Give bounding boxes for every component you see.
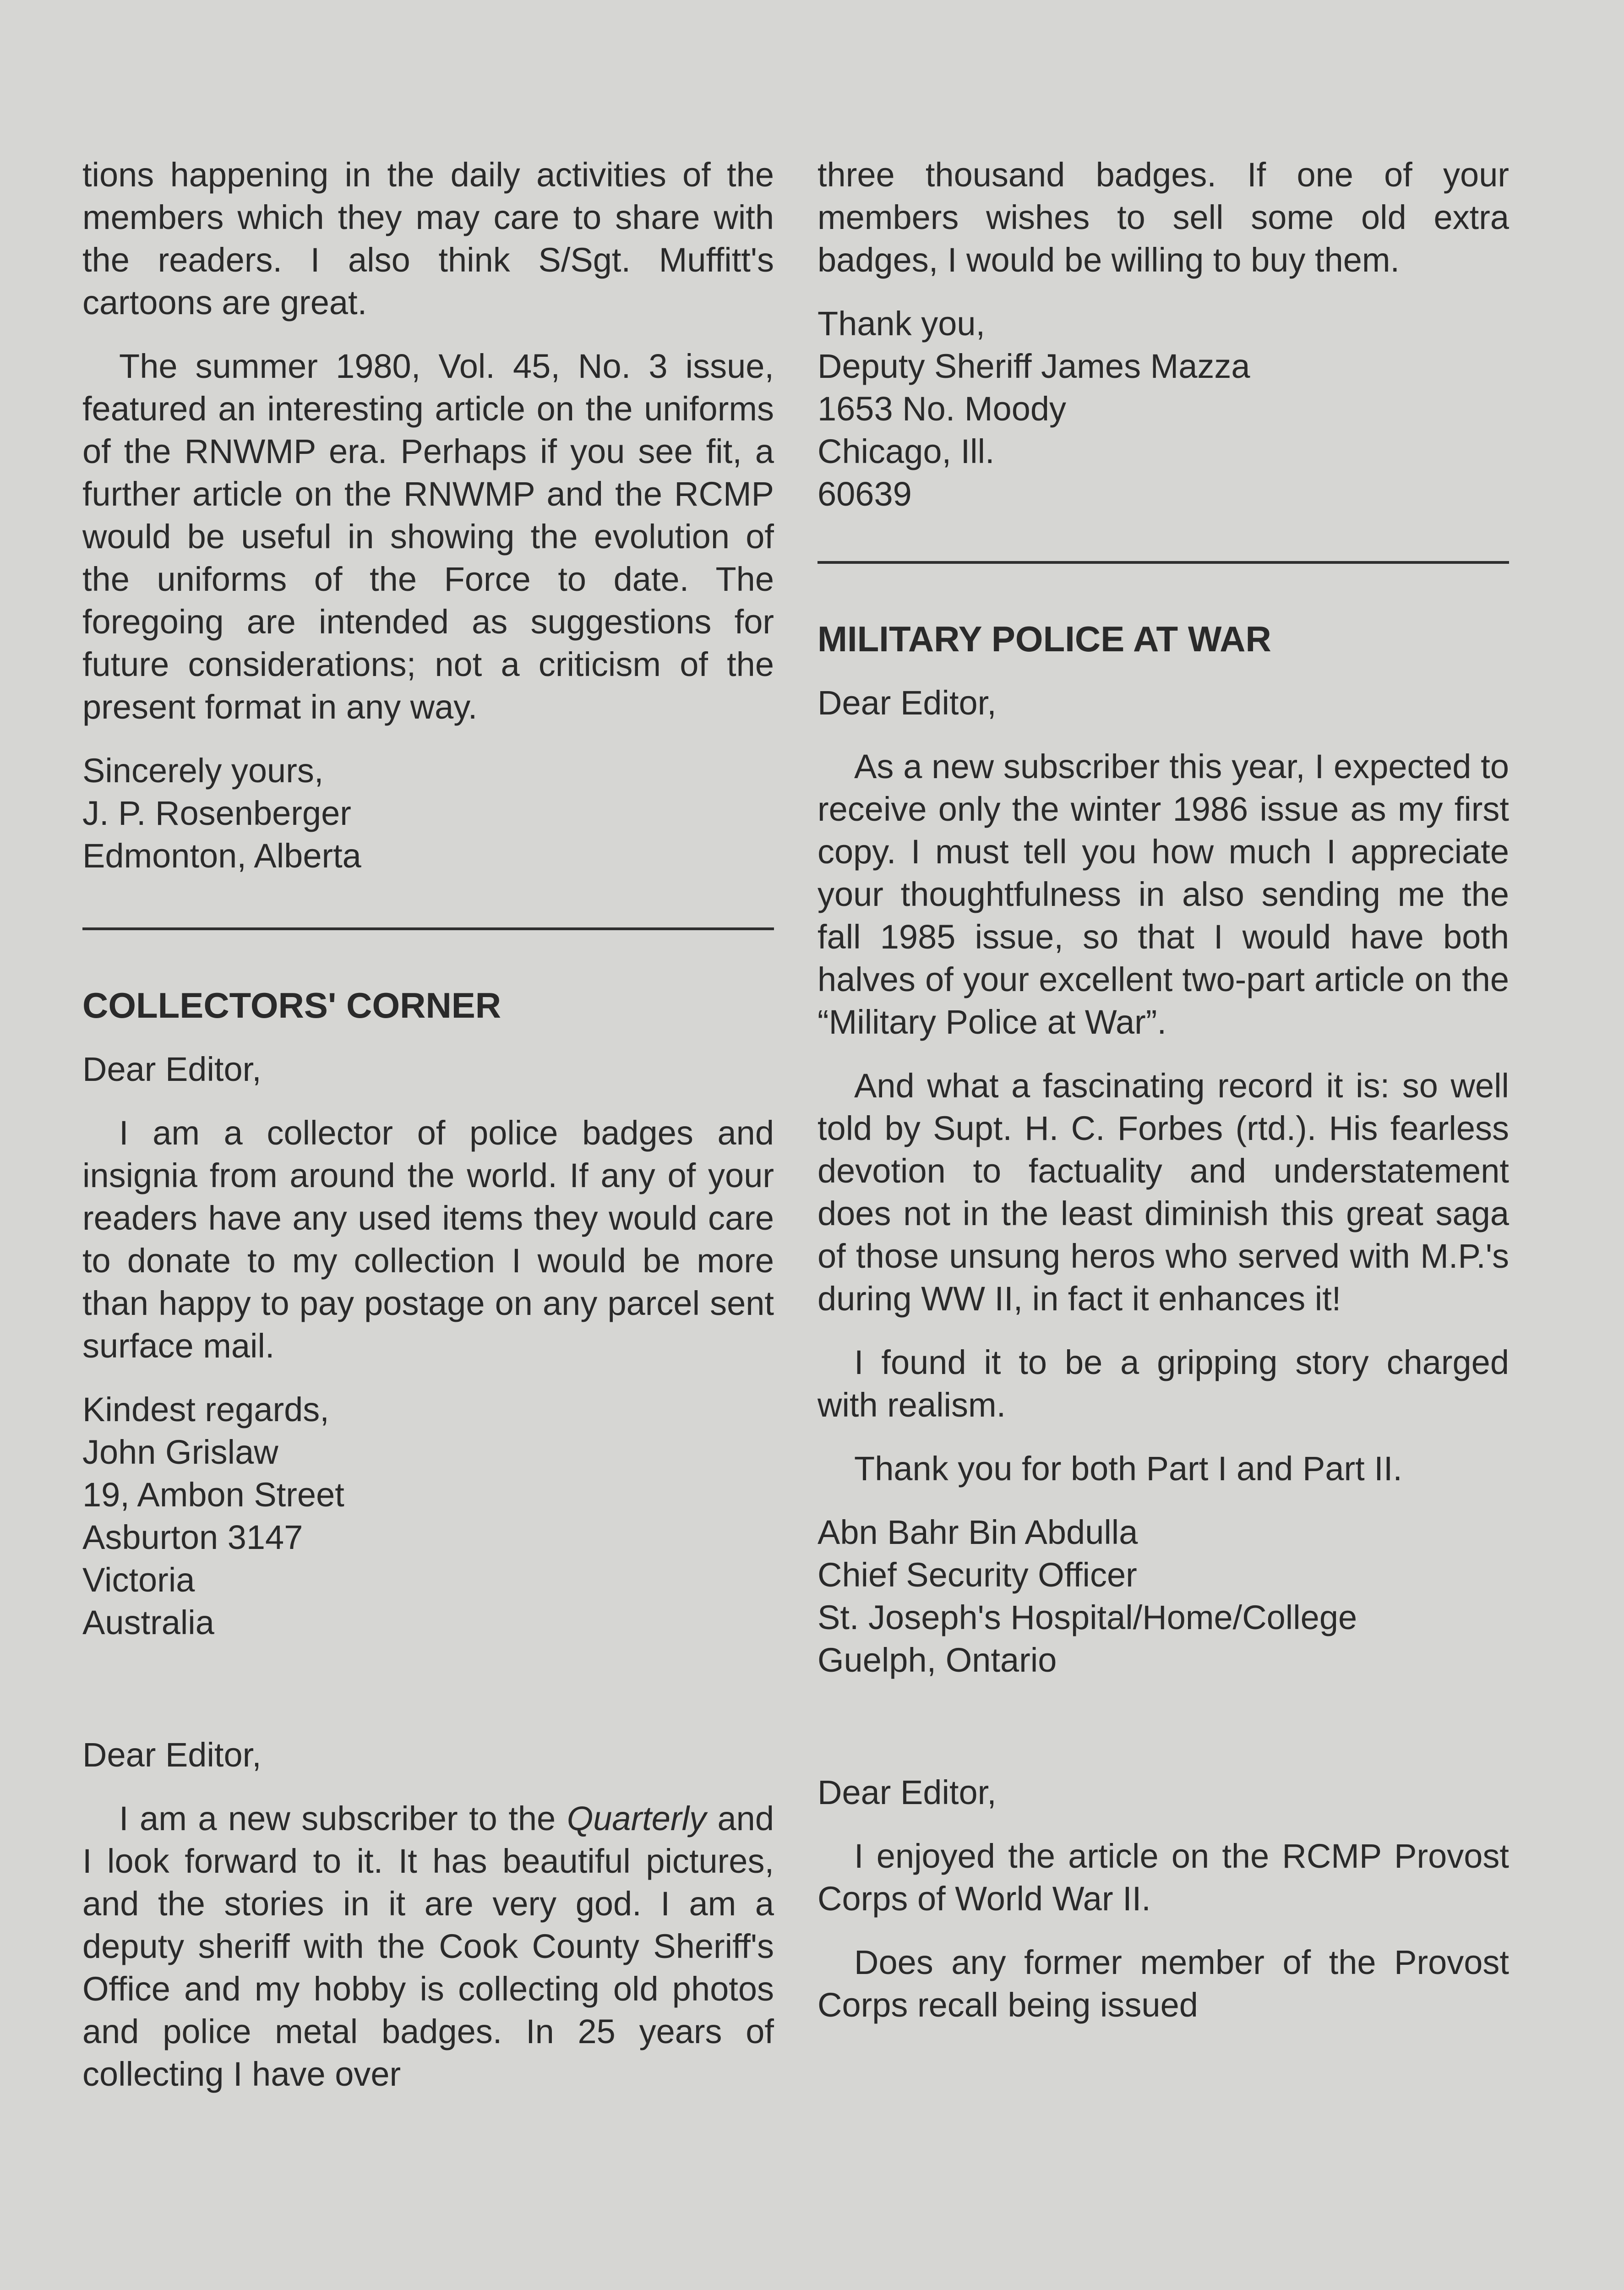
signature-line: Kindest regards,	[82, 1390, 329, 1429]
paragraph-text: I am a new subscriber to the	[119, 1799, 567, 1837]
signature-line: Deputy Sheriff James Mazza	[817, 347, 1250, 385]
signature-line: St. Joseph's Hospital/Home/College	[817, 1598, 1357, 1636]
left-column	[82, 153, 774, 2116]
publication-title: Quarterly	[567, 1799, 707, 1837]
spacer	[82, 1665, 774, 1734]
right-column	[817, 153, 1509, 2047]
signature-block	[817, 1511, 1509, 1681]
signature-line: 1653 No. Moody	[817, 390, 1067, 428]
greeting: Dear Editor,	[817, 1773, 997, 1811]
spacer	[817, 1702, 1509, 1771]
section-heading: MILITARY POLICE AT WAR	[817, 619, 1271, 659]
paragraph: Thank you for both Part I and Part II.	[854, 1450, 1402, 1488]
paragraph: I found it to be a gripping story charged with realism.	[817, 1343, 1509, 1424]
paragraph: And what a fascinating record it is: so well told by Supt. H. C. Forbes (rtd.). His fearless devotion to factuality and understatement does not in the least diminish this great saga of those unsung heros who served with M.P.'s during WW II, in fact it enhances it!	[817, 1067, 1509, 1318]
signature-line: Chief Security Officer	[817, 1556, 1137, 1594]
paragraph: I am a collector of police badges and insignia from around the world. If any of your readers have any used items they would care to donate to my collection I would be more than happy to pay postage on any parcel sent surface mail.	[82, 1114, 774, 1365]
signature-block	[817, 302, 1509, 515]
section-heading: COLLECTORS' CORNER	[82, 985, 501, 1025]
signature-line: 60639	[817, 475, 912, 513]
section-divider	[817, 561, 1509, 564]
signature-block	[82, 749, 774, 877]
signature-line: Guelph, Ontario	[817, 1641, 1057, 1679]
signature-line: John Grislaw	[82, 1433, 278, 1471]
paragraph: three thousand badges. If one of your members wishes to sell some old extra badges, I would be willing to buy them.	[817, 156, 1509, 279]
paragraph: tions happening in the daily activities of the members which they may care to share with the readers. I also think S/Sgt. Muffitt's cartoons are great.	[82, 156, 774, 322]
signature-line: Asburton 3147	[82, 1518, 303, 1556]
signature-block	[82, 1388, 774, 1644]
greeting: Dear Editor,	[82, 1736, 262, 1774]
paragraph: As a new subscriber this year, I expected to receive only the winter 1986 issue as my first copy. I must tell you how much I appreciate your thoughtfulness in also sending me the fall 1985 issue, so that I would have both halves of your excellent two-part article on the “Military Police at War”.	[817, 747, 1509, 1041]
signature-line: Chicago, Ill.	[817, 432, 995, 470]
greeting: Dear Editor,	[817, 684, 997, 722]
section-divider	[82, 927, 774, 930]
signature-line: Abn Bahr Bin Abdulla	[817, 1513, 1138, 1551]
paragraph-text: and I look forward to it. It has beautiful pictures, and the stories in it are very god. I am a deputy sheriff with the Cook County Sheriff's Office and my hobby is collecting old photos and police metal badges. In 25 years of collecting I have over	[82, 1799, 774, 2093]
signature-line: J. P. Rosenberger	[82, 794, 351, 832]
greeting: Dear Editor,	[82, 1050, 262, 1088]
signature-line: Thank you,	[817, 305, 986, 343]
paragraph	[82, 1797, 774, 2095]
signature-line: Sincerely yours,	[82, 752, 324, 790]
signature-line: Australia	[82, 1603, 214, 1641]
paragraph: The summer 1980, Vol. 45, No. 3 issue, featured an interesting article on the uniforms of the RNWMP era. Perhaps if you see fit, a further article on the RNWMP and the RCMP would be useful in showing the evolution of the uniforms of the Force to date. The foregoing are intended as suggestions for future considerations; not a criticism of the present format in any way.	[82, 347, 774, 726]
paragraph: Does any former member of the Provost Corps recall being issued	[817, 1943, 1509, 2024]
signature-line: Edmonton, Alberta	[82, 837, 361, 875]
signature-line: 19, Ambon Street	[82, 1476, 344, 1514]
paragraph: I enjoyed the article on the RCMP Provost Corps of World War II.	[817, 1837, 1509, 1918]
signature-line: Victoria	[82, 1561, 195, 1599]
